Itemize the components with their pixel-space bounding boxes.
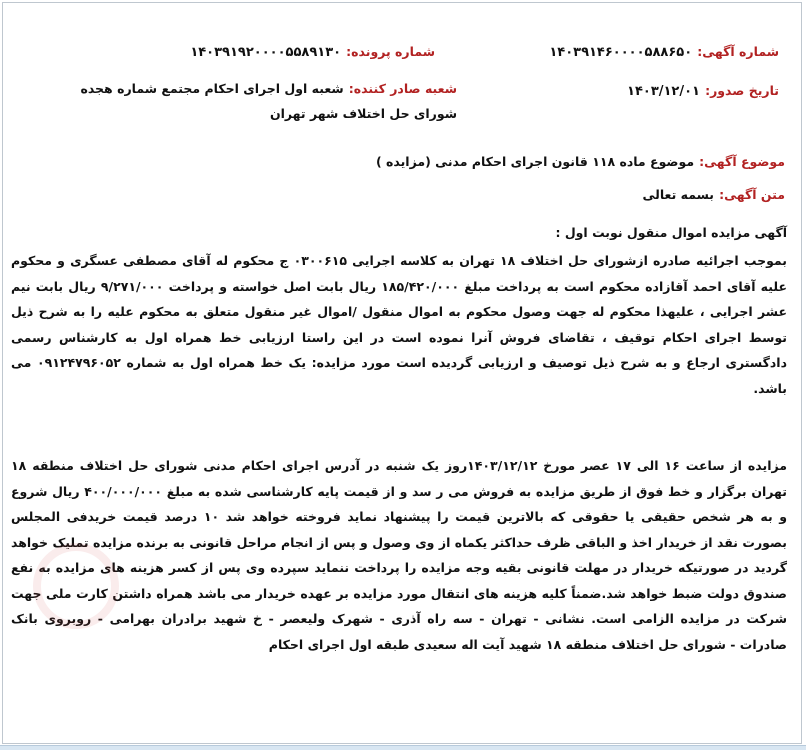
file-number-value: ۱۴۰۳۹۱۹۲۰۰۰۰۵۵۸۹۱۳۰ [190,45,342,60]
notice-paragraph-2: مزایده از ساعت ۱۶ الی ۱۷ عصر مورخ ۱۴۰۳/۱۲/۱۲روز یک شنبه در آدرس اجرای احکام مدنی شورای حل اختلاف منطقه ۱۸ تهران برگزار و خط فوق از طریق مزایده به فروش می ر سد و از قیمت پایه کارشناسی شده به مبلغ ۴۰۰/۰۰۰/۰۰۰ ریال شروع و به هر شخص حقیقی یا حقوقی که بالاترین قیمت را پیشنهاد نماید فروخته خواهد شد ۱۰ درصد قیمت خریدفی المجلس بصورت نقد از خریدار اخذ و الباقی ظرف حداکثر یکماه از وی وصول و پس از انجام مراحل قانونی به برنده مزایده تملیک خواهد گردید در صورتیکه خریدار در مهلت قانونی بقیه وجه مزایده را پرداخت ننماید سپرده وی پس از کسر هزینه های مزایده به نفع صندوق دولت ضبط خواهد شد.ضمناً کلیه هزینه های انتقال مورد مزایده بر عهده خریدار می باشد همراه داشتن کارت ملی جهت شرکت در مزایده الزامی است. نشانی - تهران - سه راه آذری - شهرک ولیعصر - خ شهید برادران بهرامی - روبروی بانک صادرات - شورای حل اختلاف منطقه ۱۸ شهید آیت اله سعیدی طبقه اول اجرای احکام [11,458,788,652]
issuer-label: شعبه صادر کننده: [348,81,457,96]
ad-number-label: شماره آگهی: [697,44,779,59]
issue-date-field [627,80,779,99]
notice-paragraph-1: بموجب اجرائیه صادره ازشورای حل اختلاف ۱۸ تهران به کلاسه اجرایی ۰۳۰۰۶۱۵ ج محکوم له آقای مصطفی عسگری و محکوم علیه آقای احمد آقازاده محکوم است به پرداخت مبلغ ۱۸۵/۴۲۰/۰۰۰ ریال بابت اصل خواسته و پرداخت ۹/۲۷۱/۰۰۰ ریال بابت نیم عشر اجرایی ، علیهذا محکوم له جهت وصول محکوم به اموال منقول /اموال غیر منقول متعلق به محکوم علیه را به شرح ذیل توسط اجرای احکام توقیف ، تقاضای فروش آنرا نموده است در این راستا ارزیابی خط همراه اول به کارشناس رسمی دادگستری ارجاع و به شرح ذیل توصیف و ارزیابی گردیده است مورد مزایده: یک خط همراه اول به شماره ۰۹۱۲۴۷۹۶۰۵۲ می باشد. [11,253,787,396]
bottom-bar [0,745,806,750]
file-number-field [190,41,435,60]
subject-field [376,151,785,170]
notice-text-value: بسمه تعالی [642,187,714,202]
notice-heading: آگهی مزایده اموال منقول نوبت اول : [555,225,787,240]
notice-text-label: متن آگهی: [719,187,785,202]
issuer-value: شعبه اول اجرای احکام مجتمع شماره هجده شورای حل اختلاف شهر تهران [80,81,457,121]
issue-date-label: تاریخ صدور: [705,83,779,98]
issue-date-value: ۱۴۰۳/۱۲/۰۱ [627,84,700,99]
issuer-field [57,76,457,126]
subject-label: موضوع آگهی: [699,154,785,169]
ad-number-value: ۱۴۰۳۹۱۴۶۰۰۰۰۵۸۸۶۵۰ [549,45,693,60]
file-number-label: شماره پرونده: [346,44,435,59]
subject-value: موضوع ماده ۱۱۸ قانون اجرای احکام مدنی (مزایده ) [375,154,695,169]
ad-number-field [549,41,779,60]
notice-document [2,2,802,744]
notice-text-field [642,184,785,203]
